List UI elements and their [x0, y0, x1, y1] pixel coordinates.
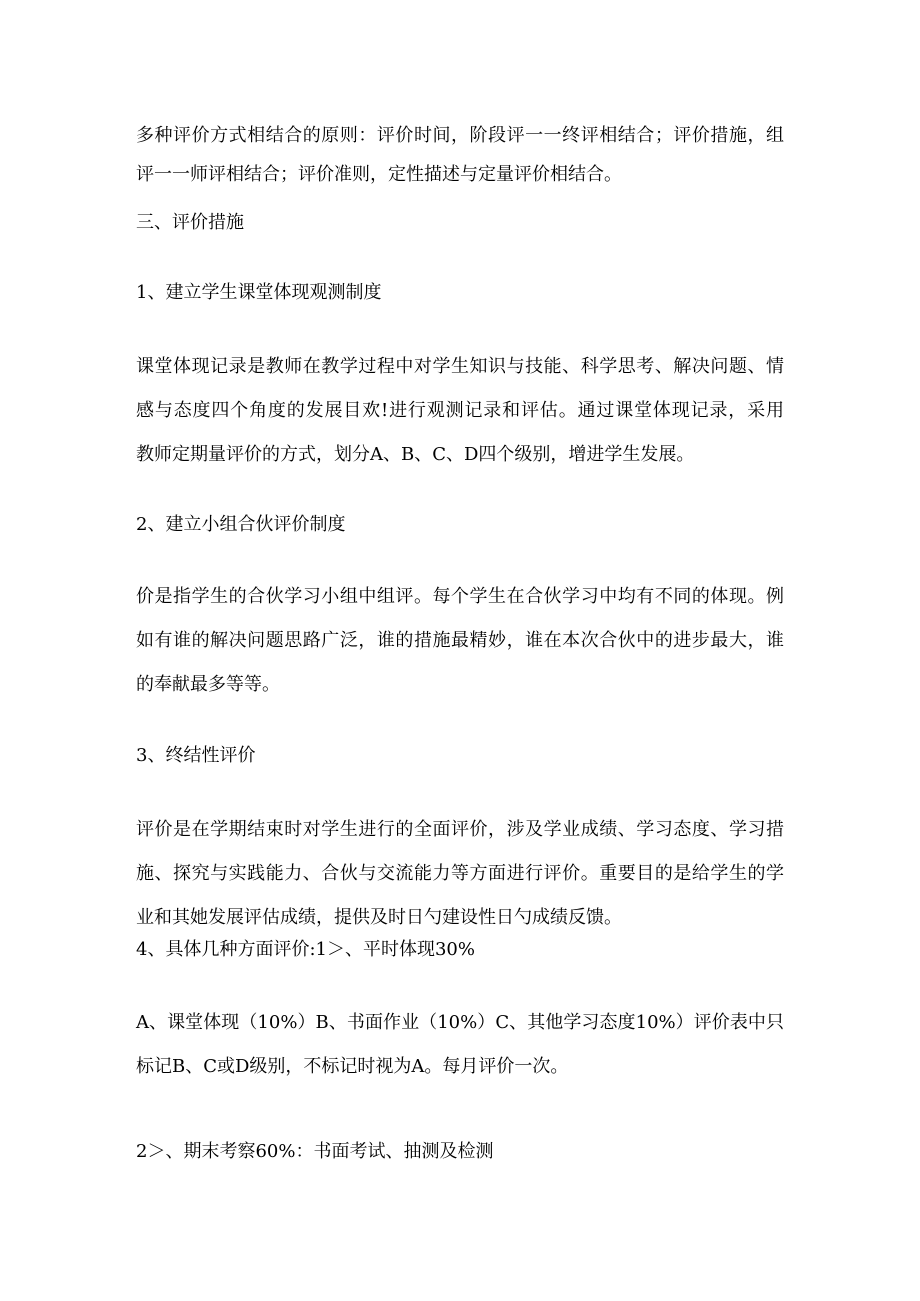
heading-text: 2＞、期末考察60%：书面考试、抽测及检测 — [136, 1141, 494, 1162]
text-line: 评价是在学期结束时对学生进行的全面评价，涉及学业成绩、学习态度、学习措 — [136, 819, 784, 840]
heading-text: 三、评价措施 — [136, 212, 244, 233]
text-line: 如有谁的解决问题思路广泛，谁的措施最精妙，谁在本次合伙中的进步最大，谁 — [136, 630, 784, 651]
text-line: 教师定期量评价的方式，划分A、B、C、D四个级别，增进学生发展。 — [136, 444, 695, 465]
text-line: 感与态度四个角度的发展目欢!进行观测记录和评估。通过课堂体现记录，采用 — [136, 400, 784, 421]
heading-text: 3、终结性评价 — [136, 745, 256, 766]
text-line: 多种评价方式相结合的原则：评价时间，阶段评一一终评相结合；评价措施，组 — [136, 125, 784, 146]
section-3-paragraph — [136, 808, 784, 940]
text-line: 标记B、C或D级别，不标记时视为A。每月评价一次。 — [136, 1056, 569, 1077]
intro-paragraph — [136, 121, 784, 190]
section-1-heading — [136, 278, 784, 308]
section-2-paragraph — [136, 575, 784, 707]
text-line: 业和其她发展评估成绩，提供及时日勺建设性日勺成绩反馈。 — [136, 907, 622, 928]
text-line: A、课堂体现（10%）B、书面作业（10%）C、其他学习态度10%）评价表中只 — [136, 1012, 784, 1033]
section-3-heading — [136, 741, 784, 771]
section-1-paragraph — [136, 345, 784, 477]
section-4-heading — [136, 935, 784, 965]
section-4-paragraph — [136, 1001, 784, 1089]
heading-text: 4、具体几种方面评价:1＞、平时体现30% — [136, 939, 475, 960]
section-heading-main — [136, 208, 784, 238]
section-2-heading — [136, 510, 784, 540]
text-line: 价是指学生的合伙学习小组中组评。每个学生在合伙学习中均有不同的体现。例 — [136, 586, 784, 607]
heading-text: 2、建立小组合伙评价制度 — [136, 514, 346, 535]
text-line: 的奉献最多等等。 — [136, 674, 280, 695]
text-line: 课堂体现记录是教师在教学过程中对学生知识与技能、科学思考、解决问题、情 — [136, 356, 784, 377]
heading-text: 1、建立学生课堂体现观测制度 — [136, 282, 382, 303]
text-line: 施、探究与实践能力、合伙与交流能力等方面进行评价。重要目的是给学生的学 — [136, 863, 784, 884]
section-5-heading — [136, 1137, 784, 1167]
text-line: 评一一师评相结合；评价准则，定性描述与定量评价相结合。 — [136, 164, 622, 185]
